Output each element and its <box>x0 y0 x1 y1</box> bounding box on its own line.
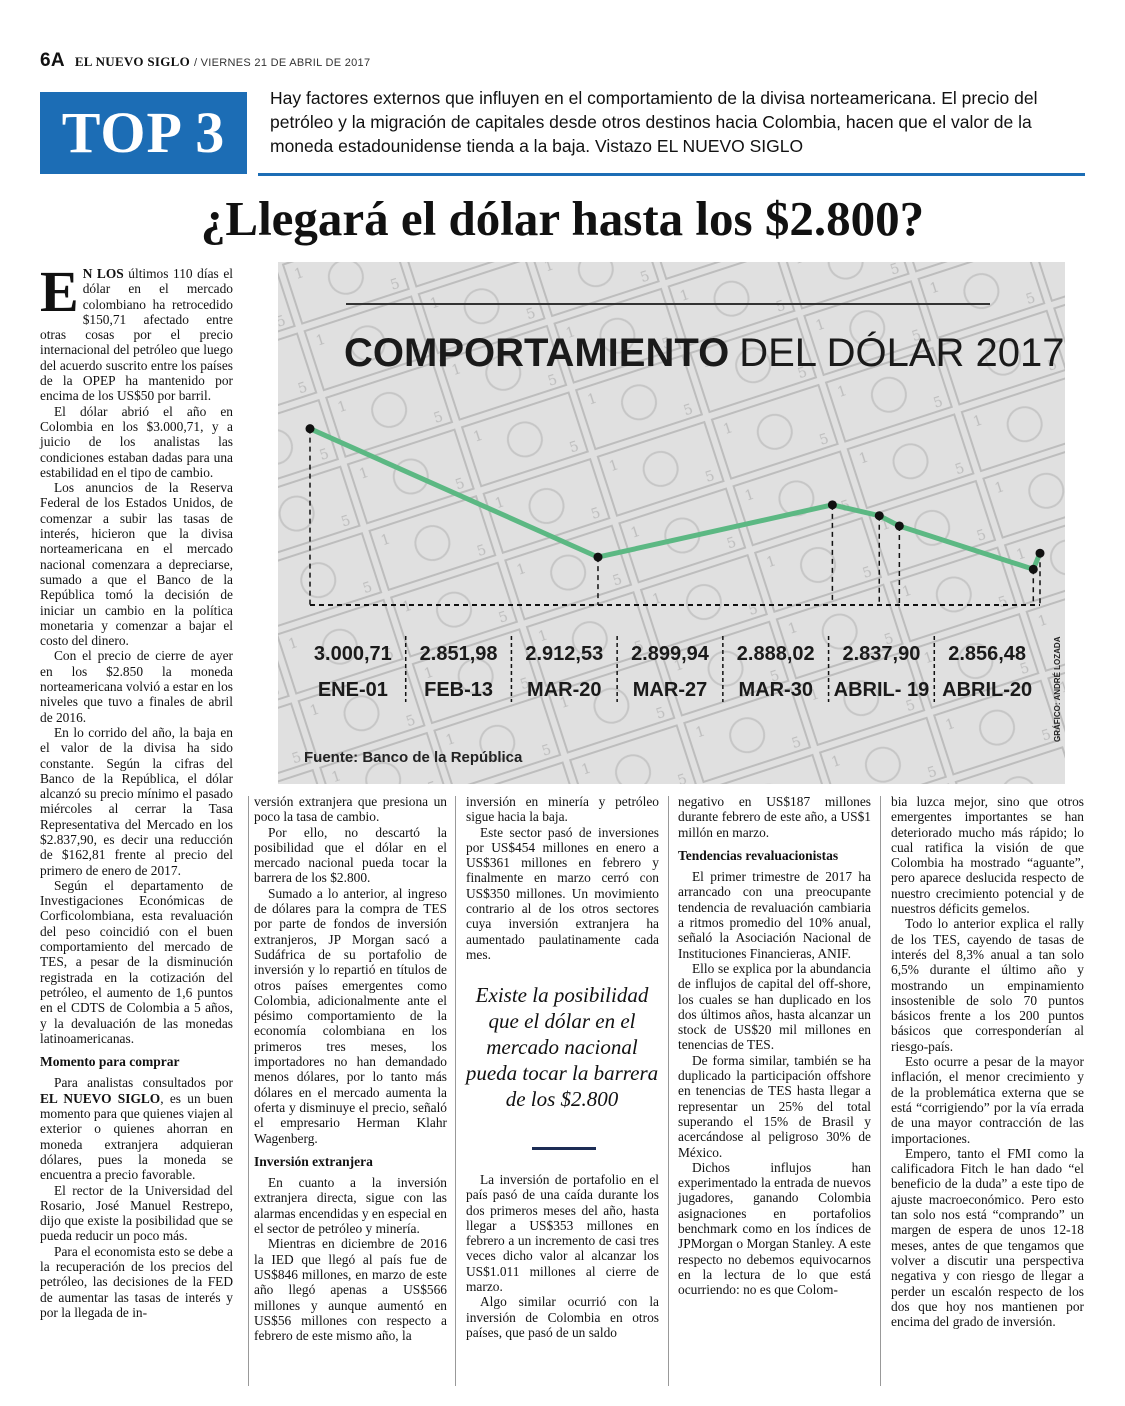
chart-point <box>895 521 904 530</box>
paragraph: Mientras en diciembre de 2016 la IED que llegó al país fue de US$846 millones, en marzo de este año llegó apenas a US$566 millones y aunque aumentó en US$56 millones con respecto a febrero de este mismo año, la <box>254 1236 447 1344</box>
chart-title <box>344 330 1065 375</box>
paragraph: De forma similar, también se ha duplicado la participación offshore en tenencias de TES hasta llegar a representar un 25% del total superando el 15% de Brasil y acercándose al peligroso 30% de México. <box>678 1052 871 1160</box>
paragraph: El dólar abrió el año en Colombia en los $3.000,71, y a juicio de los analistas las condiciones estaban dadas para una estabilidad en el tipo de cambio. <box>40 403 233 480</box>
paragraph-text: Para analistas consultados por <box>54 1075 233 1091</box>
paragraph: En lo corrido del año, la baja en el valor de la divisa ha sido constante. Según la cifras del Banco de la República, el dólar alcanzó su precio mínimo el pasado miércoles al cerrar la Tasa Representativa del Mercado en los $2.837,90, es decir una reducción de $162,81 frente al precio del primero de enero de 2017. <box>40 724 233 878</box>
paragraph: bia luzca mejor, sino que otros emergentes importantes se han deteriorado mucho más rápido; lo cual ratifica la visión de que Colombia ha mostrado “aguante”, pero aparece deslucida respecto de nuestro crecimiento potencial y de nuestros déficits gemelos. <box>891 794 1084 917</box>
column-divider <box>248 796 249 1386</box>
column-divider <box>455 796 456 1386</box>
chart-point <box>306 424 315 433</box>
publication-mention: EL NUEVO SIGLO <box>40 1090 161 1106</box>
chart-value-label: 2.851,98 <box>419 643 498 665</box>
chart-category-label: MAR-27 <box>632 679 708 701</box>
chart-credit: GRÁFICO: ANDRÉ LOZADA <box>1053 636 1062 742</box>
pull-quote: Existe la posibilidad que el dólar en el mercado nacional pueda tocar la barrera de los $2.800 <box>465 983 659 1111</box>
chart-svg <box>278 262 1065 784</box>
paragraph: negativo en US$187 millones durante febrero de este año, a US$1 millón en marzo. <box>678 794 871 840</box>
subheading: Momento para comprar <box>40 1054 180 1070</box>
subheading: Inversión extranjera <box>254 1153 373 1169</box>
chart-title-bold: COMPORTAMIENTO <box>344 331 730 375</box>
paragraph <box>40 259 233 404</box>
chart-category-label: MAR-30 <box>738 679 813 701</box>
dollar-chart <box>278 262 1065 784</box>
chart-point <box>875 511 884 520</box>
chart-value-label: 2.899,94 <box>631 643 709 665</box>
paragraph: Esto ocurre a pesar de la mayor inflación, el menor crecimiento y de la problemática externa que se está “corrigiendo” por la vía errada de una mayor contracción de las importaciones. <box>891 1054 1084 1146</box>
pull-quote-rule <box>532 1147 596 1150</box>
paragraph: Este sector pasó de inversiones por US$454 millones en enero a US$361 millones en febrero y finalmente en marzo cerró con US$350 millones. Un movimiento contrario al de los otros sectores cuya inversión extranjera ha aumentado paulatinamente cada mes. <box>466 824 659 962</box>
drop-cap: E <box>40 259 79 324</box>
chart-category-label: ABRIL-20 <box>942 679 1033 701</box>
paragraph-text: , es un buen momento para que quienes viajen al exterior o quienes ahorran en moneda extranjera adquieran dólares, pues la moneda se encuentra a precio favorable. <box>40 1090 233 1183</box>
paragraph: Sumado a lo anterior, al ingreso de dólares para la compra de TES por parte de fondos de inversión extranjeros, JP Morgan sacó a Sudáfrica de su portafolio de inversión y lo repartió en títulos de otros países emergentes como Colombia, adicionalmente ante el pésimo comportamiento de la economía colombiana en los primeros tres meses, los importadores no han demandado menos dólares, por lo tanto más dólares en el mercado aumenta la oferta y disminuye el precio, señaló el empresario Herman Klahr Wagenberg. <box>254 885 447 1146</box>
subheading: Tendencias revaluacionistas <box>678 847 839 863</box>
chart-value-label: 2.837,90 <box>842 643 921 665</box>
chart-value-label: 3.000,71 <box>313 643 392 665</box>
chart-category-label: MAR-20 <box>527 679 602 701</box>
paragraph: Según el departamento de Investigaciones Económicas de Corficolombiana, esta revaluación del peso coincidió con el buen comportamiento del mercado de TES, a pesar de la disminución registrada en la cotización del petróleo, el aumento de 1,6 puntos en el CDTS de Colombia a 5 años, y la devaluación de las monedas latinoamericanas. <box>40 877 233 1046</box>
lead-words: N LOS <box>82 266 124 281</box>
paragraph: Empero, tanto el FMI como la calificadora Fitch le han dado “el beneficio de la duda” a este tipo de ajuste macroeconómico. Pero esto tan solo nos está “comprando” un margen de espera de unos 12-18 meses, antes de que tengamos que volver a discutir una perspectiva negativa y con riesgo de llegar a perder un escalón respecto de los dos que hoy nos mantienen por encima del grado de inversión. <box>891 1145 1084 1330</box>
chart-category-label: FEB-13 <box>424 679 494 701</box>
chart-title-rest: DEL DÓLAR 2017 <box>739 331 1065 375</box>
header-rule <box>258 173 1085 176</box>
section-tag: TOP 3 <box>40 92 247 174</box>
article-column-2 <box>254 794 447 1343</box>
paragraph <box>40 1075 233 1182</box>
chart-value-label: 2.888,02 <box>736 643 815 665</box>
paragraph: En cuanto a la inversión extranjera directa, sigue con las alarmas encendidas y en especial en el sector de petróleo y minería. <box>254 1175 447 1237</box>
publication-name: EL NUEVO SIGLO <box>74 54 191 69</box>
paragraph: El primer trimestre de 2017 ha arrancado con una preocupante tendencia de revaluación cambiaria a ritmos promedio del 10% anual, señaló la Asociación Nacional de Instituciones Financieras, ANIF. <box>678 869 871 961</box>
chart-category-label: ABRIL- 19 <box>833 679 930 701</box>
paragraph: Los anuncios de la Reserva Federal de los Estados Unidos, de comenzar a subir las tasas de interés, hicieron que la divisa norteamericana en el mercado nacional comenzara a depreciarse, sumado a que el Banco de la República tomó la decisión de iniciar un cambio en la política monetaria y comenzar a bajar el costo del dinero. <box>40 480 233 649</box>
paragraph: Con el precio de cierre de ayer en los $2.850 la moneda norteamericana volvió a estar en los niveles que tuvo a finales de abril de 2016. <box>40 648 233 725</box>
paragraph: El rector de la Universidad del Rosario, José Manuel Restrepo, dijo que existe la posibilidad que se pueda reducir un poco más. <box>40 1182 233 1244</box>
paragraph: Todo lo anterior explica el rally de los TES, cayendo de tasas de interés del 8,3% anual a tan solo 6,5% durante el último año y mostrando un empinamiento insostenible de solo 70 puntos básicos frente a los 200 puntos básicos que corresponderían al riesgo-país. <box>891 916 1084 1054</box>
paragraph: versión extranjera que presiona un poco la tasa de cambio. <box>254 794 447 825</box>
chart-source: Fuente: Banco de la República <box>304 749 523 766</box>
article-column-1 <box>40 259 233 1320</box>
issue-date: / VIERNES 21 DE ABRIL DE 2017 <box>193 57 371 69</box>
paragraph: La inversión de portafolio en el país pasó de una caída durante los dos primeros meses del año, hasta llegar a US$353 millones en febrero a un incremento de casi tres veces dicho valor al alcanzar los US$1.011 millones al cierre de marzo. <box>466 1172 659 1295</box>
article-column-3-continued <box>466 1172 659 1340</box>
chart-point <box>593 553 602 562</box>
headline: ¿Llegará el dólar hasta los $2.800? <box>200 191 925 246</box>
paragraph: Algo similar ocurrió con la inversión de Colombia en otros países, que pasó de un saldo <box>466 1294 659 1340</box>
chart-value-label: 2.856,48 <box>948 643 1027 665</box>
paragraph-text: últimos 110 días el dólar en el mercado colombiano ha retrocedido $150,71 afectado entre otras cosas por el precio internacional del petróleo que luego del acuerdo suscrito entre los países de la OPEP ha mantenido por encima de los US$50 por barril. <box>40 266 233 404</box>
paragraph: Para el economista esto se debe a la recuperación de los precios del petróleo, las decisiones de la FED de aumentar las tasas de interés y por la llegada de in- <box>40 1243 233 1320</box>
paragraph: Por ello, no descartó la posibilidad que el dólar en el mercado nacional pueda tocar la barrera de los $2.800. <box>254 824 447 886</box>
chart-value-label: 2.912,53 <box>525 643 604 665</box>
article-column-5 <box>891 794 1084 1329</box>
chart-point <box>828 500 837 509</box>
page-header <box>40 50 370 72</box>
paragraph: Ello se explica por la abundancia de influjos de capital del off-shore, los cuales se han duplicado en los dos últimos años, hasta alcanzar un stock de US$20 mil millones en tenencias de TES. <box>678 960 871 1053</box>
article-column-4 <box>678 794 871 1298</box>
column-divider <box>668 796 669 1386</box>
chart-point <box>1036 549 1045 558</box>
article-column-3 <box>466 794 659 962</box>
lede-text: Hay factores externos que influyen en el comportamiento de la divisa norteamericana. El precio del petróleo y la migración de capitales desde otros destinos hacia Colombia, hacen que el valor de la moneda estadounidense tienda a la baja. Vistazo EL NUEVO SIGLO <box>270 88 1038 156</box>
column-divider <box>880 796 881 1386</box>
paragraph: Dichos influjos han experimentado la entrada de nuevos jugadores, ganando Colombia asignaciones en portafolios benchmark como en los índices de JPMorgan o Morgan Stanley. A este respecto no debemos equivocarnos en la lectura de lo que está ocurriendo: no es que Colom- <box>678 1159 871 1298</box>
chart-category-label: ENE-01 <box>317 679 388 701</box>
page-number: 6A <box>40 50 65 71</box>
chart-point <box>1029 565 1038 574</box>
paragraph: inversión en minería y petróleo sigue hacia la baja. <box>466 794 659 825</box>
